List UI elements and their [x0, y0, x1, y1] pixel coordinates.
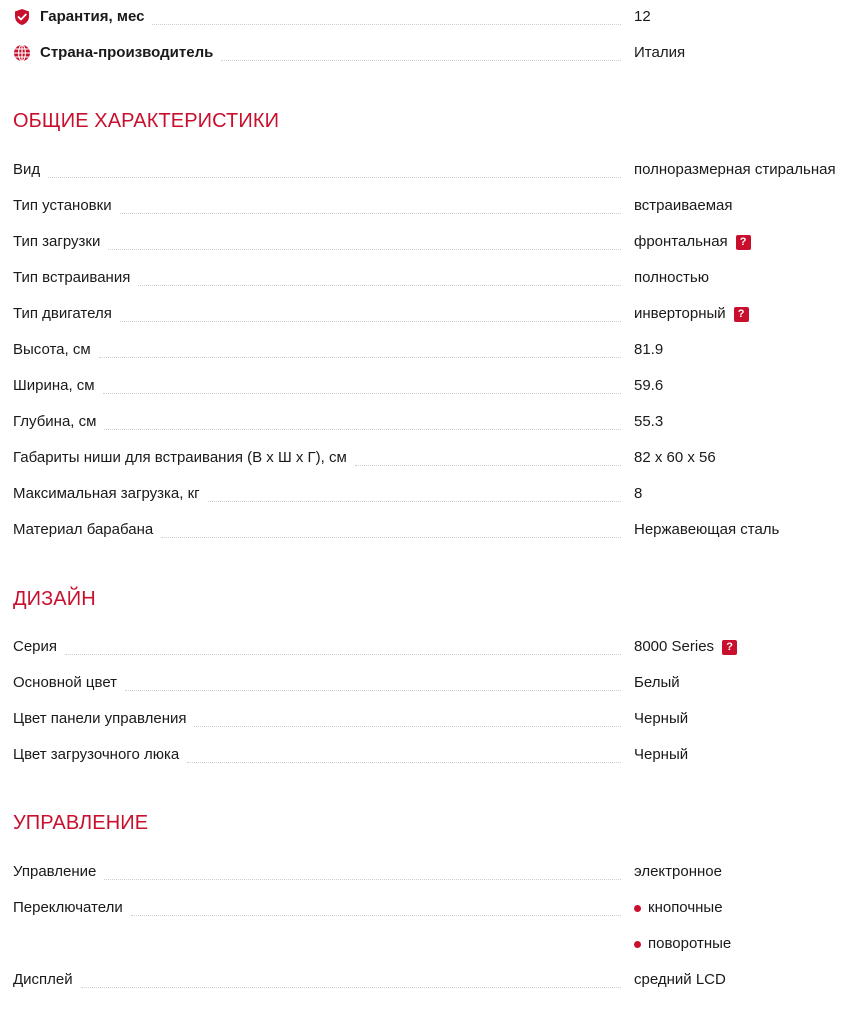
spec-label: Переключатели: [13, 896, 131, 920]
spec-value: Италия: [634, 44, 686, 61]
spec-label: Управление: [13, 860, 104, 884]
spec-row: [13, 266, 856, 290]
spec-label: Вид: [13, 158, 48, 182]
dotted-leader: [194, 726, 621, 727]
spec-row: [13, 896, 856, 920]
spec-row: [13, 446, 856, 470]
spec-row: [13, 707, 856, 731]
spec-row: [13, 671, 856, 695]
spec-value-list-item: [634, 896, 723, 920]
spec-value: 81.9: [634, 341, 664, 358]
spec-label: Цвет панели управления: [13, 707, 194, 731]
spec-value: средний LCD: [634, 971, 726, 988]
spec-value: встраиваемая: [634, 197, 733, 214]
spec-label: Максимальная загрузка, кг: [13, 482, 208, 506]
dotted-leader: [125, 690, 621, 691]
spec-value: фронтальная: [634, 233, 728, 250]
spec-value: 55.3: [634, 413, 664, 430]
dotted-leader: [355, 465, 621, 466]
dotted-leader: [131, 915, 621, 916]
section-title-general: ОБЩИЕ ХАРАКТЕРИСТИКИ: [13, 110, 280, 132]
spec-value: Черный: [634, 710, 689, 727]
spec-label: Высота, см: [13, 338, 99, 362]
dotted-leader: [65, 654, 621, 655]
dotted-leader: [152, 24, 621, 25]
dotted-leader: [104, 879, 621, 880]
spec-value: 59.6: [634, 377, 664, 394]
spec-value: Белый: [634, 674, 680, 691]
spec-label: Серия: [13, 635, 65, 659]
spec-row-warranty: [13, 5, 856, 29]
help-icon[interactable]: ?: [736, 235, 751, 250]
spec-value-wrap: [634, 302, 749, 326]
spec-label: Тип установки: [13, 194, 120, 218]
spec-row: [13, 743, 856, 767]
spec-value-wrap: [634, 635, 737, 659]
spec-row-country: [13, 41, 856, 65]
bullet-icon: [634, 905, 641, 912]
spec-label: Ширина, см: [13, 374, 103, 398]
spec-label: Тип двигателя: [13, 302, 120, 326]
spec-label: Глубина, см: [13, 410, 104, 434]
spec-row: [13, 374, 856, 398]
spec-row: [13, 518, 856, 542]
dotted-leader: [120, 213, 621, 214]
spec-value: электронное: [634, 863, 722, 880]
spec-row: [13, 860, 856, 884]
spec-label: Цвет загрузочного люка: [13, 743, 187, 767]
spec-label: Габариты ниши для встраивания (В х Ш х Г), см: [13, 446, 355, 470]
spec-value: Черный: [634, 746, 689, 763]
spec-value: 8000 Series: [634, 638, 715, 655]
spec-value: 12: [634, 8, 651, 25]
spec-value-list-item: [634, 932, 731, 956]
spec-value: полностью: [634, 269, 709, 286]
spec-value: 8: [634, 485, 643, 502]
spec-row: [13, 482, 856, 506]
dotted-leader: [120, 321, 621, 322]
dotted-leader: [138, 285, 621, 286]
spec-row: [13, 635, 856, 659]
globe-icon: [13, 44, 31, 62]
spec-value-wrap: [634, 230, 751, 254]
dotted-leader: [187, 762, 621, 763]
spec-label: Материал барабана: [13, 518, 161, 542]
spec-row: [13, 410, 856, 434]
spec-value: поворотные: [648, 935, 732, 952]
shield-check-icon: [13, 8, 31, 26]
spec-row-continuation: [13, 932, 856, 956]
spec-label: Тип загрузки: [13, 230, 108, 254]
spec-label: Страна-производитель: [40, 41, 221, 65]
spec-label: Дисплей: [13, 968, 81, 992]
spec-row: [13, 158, 856, 182]
spec-value: полноразмерная стиральная: [634, 161, 836, 178]
help-icon[interactable]: ?: [722, 640, 737, 655]
dotted-leader: [103, 393, 621, 394]
dotted-leader: [208, 501, 621, 502]
dotted-leader: [99, 357, 621, 358]
spec-value: 82 x 60 x 56: [634, 449, 716, 466]
spec-label: Тип встраивания: [13, 266, 138, 290]
dotted-leader: [104, 429, 621, 430]
spec-row: [13, 230, 856, 254]
spec-value: кнопочные: [648, 899, 723, 916]
dotted-leader: [48, 177, 621, 178]
dotted-leader: [81, 987, 621, 988]
spec-label: Гарантия, мес: [40, 5, 152, 29]
spec-value: инверторный: [634, 305, 726, 322]
section-title-control: УПРАВЛЕНИЕ: [13, 812, 149, 834]
spec-value: Нержавеющая сталь: [634, 521, 780, 538]
spec-row: [13, 302, 856, 326]
spec-row: [13, 194, 856, 218]
spec-row: [13, 968, 856, 992]
help-icon[interactable]: ?: [734, 307, 749, 322]
dotted-leader: [108, 249, 621, 250]
dotted-leader: [161, 537, 621, 538]
spec-row: [13, 338, 856, 362]
bullet-icon: [634, 941, 641, 948]
dotted-leader: [221, 60, 621, 61]
spec-label: Основной цвет: [13, 671, 125, 695]
section-title-design: ДИЗАЙН: [13, 588, 96, 610]
